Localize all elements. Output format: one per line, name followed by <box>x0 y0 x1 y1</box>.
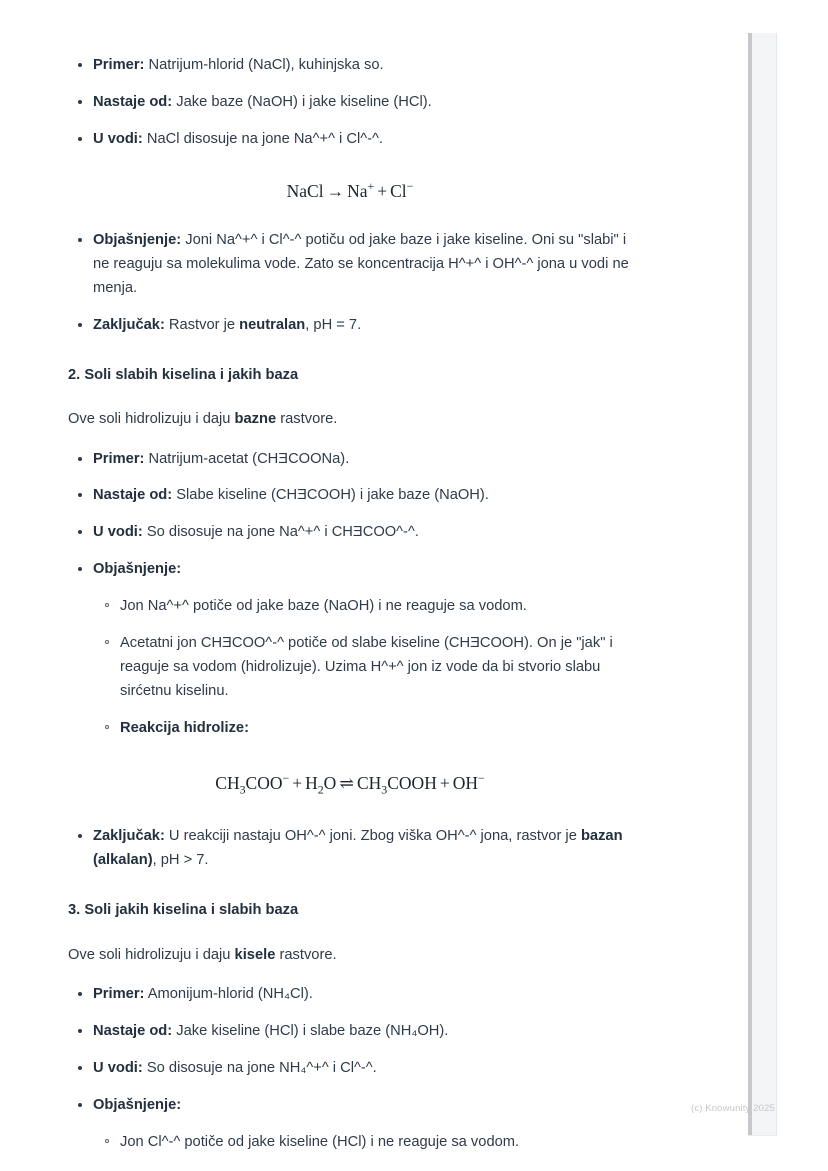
equation-term: CH <box>356 772 382 793</box>
bullet-list-conclusion-basic <box>0 825 700 873</box>
list-item <box>93 91 638 115</box>
list-item <box>93 128 638 152</box>
list-item-text: Rastvor je <box>164 316 240 333</box>
section-heading-2: 2. Soli slabih kiselina i jakih baza <box>68 366 299 383</box>
equation-arrow: → <box>326 180 345 201</box>
list-item-text: Jake baze (NaOH) i jake kiseline (HCl). <box>172 93 432 110</box>
list-item-text: Slabe kiseline (CHƎCOOH) i jake baze (NaOH). <box>172 487 489 504</box>
list-item-emphasis: bazan (alkalan) <box>93 828 623 869</box>
paragraph-lead: Ove soli hidrolizuju i daju <box>68 411 235 428</box>
list-item <box>93 1094 638 1155</box>
list-item-label: Nastaje od: <box>93 1023 173 1040</box>
paragraph-tail: rastvore. <box>276 411 338 428</box>
equation-plus: + <box>439 772 450 793</box>
list-item <box>93 54 638 78</box>
paragraph-lead: Ove soli hidrolizuju i daju <box>68 946 235 963</box>
equation-subscript: 3 <box>239 782 246 797</box>
list-item <box>93 1020 638 1044</box>
list-item-label: U vodi: <box>93 130 143 147</box>
list-item-text: So disosuje na jone Na^+^ i CHƎCOO^-^. <box>142 524 419 541</box>
list-item-label: Zaključak: <box>93 828 165 845</box>
list-item-text: Natrijum-hlorid (NaCl), kuhinjska so. <box>144 57 384 73</box>
list-item <box>93 484 638 508</box>
list-item-label: Zaključak: <box>93 316 165 333</box>
bullet-list-explanation-neutral <box>0 229 700 338</box>
sub-list-item: Jon Na^+^ potiče od jake baze (NaOH) i ne reaguje sa vodom. <box>120 595 638 619</box>
list-item-tail: , pH > 7. <box>152 852 209 869</box>
equation-charge: + <box>367 178 375 193</box>
equation-term: O <box>323 772 337 793</box>
list-item-text: NaCl disosuje na jone Na^+^ i Cl^-^. <box>142 130 384 147</box>
list-item-text: Amonijum-hlorid (NH₄Cl). <box>144 986 313 1003</box>
list-item-label: Primer: <box>93 986 145 1003</box>
paragraph-basic-solutions <box>68 408 638 432</box>
list-item <box>93 314 638 338</box>
equation-term: Na <box>347 180 368 201</box>
equation-charge: − <box>282 771 290 786</box>
section-heading-3: 3. Soli jakih kiselina i slabih baza <box>68 902 299 919</box>
sub-bullet-list <box>93 1131 638 1155</box>
equation-term: H <box>305 772 318 793</box>
list-item-label: Primer: <box>93 57 145 73</box>
list-item-text: Joni Na^+^ i Cl^-^ potiču od jake baze i jake kiseline. Oni su "slabi" i ne reaguju sa molekulima vode. Zato se koncentracija H^+^ i OH^-^ jona u vodi ne menja. <box>93 231 629 296</box>
equation-plus: + <box>377 180 388 201</box>
equation-plus: + <box>292 772 303 793</box>
equation-acetate-hydrolysis <box>0 771 700 797</box>
list-item-label: Primer: <box>93 450 145 467</box>
bullet-list-ammonium-chloride <box>0 983 700 1155</box>
equation-subscript: 3 <box>381 782 388 797</box>
equation-equilibrium-arrow: ⇌ <box>339 772 354 793</box>
paragraph-tail: rastvore. <box>275 946 337 963</box>
list-item <box>93 521 638 545</box>
equation-term: CH <box>215 772 240 793</box>
list-item-tail: , pH = 7. <box>305 316 362 333</box>
list-item <box>93 983 638 1007</box>
equation-term: OH <box>452 772 478 793</box>
paragraph-emphasis: kisele <box>234 946 276 963</box>
equation-term: COOH <box>387 772 437 793</box>
equation-term: COO <box>245 772 283 793</box>
list-item-emphasis: neutralan <box>239 316 306 333</box>
equation-nacl-dissociation <box>0 179 700 202</box>
equation-subscript: 2 <box>317 782 324 797</box>
list-item-label: Nastaje od: <box>93 487 173 504</box>
copyright-watermark: (c) Knowunity 2025 <box>691 1103 775 1114</box>
list-item-text: Natrijum-acetat (CHƎCOONa). <box>144 450 350 467</box>
sub-bullet-list <box>93 595 638 741</box>
list-item <box>93 1057 638 1081</box>
bullet-list-salt-strong-strong <box>0 54 700 152</box>
list-item <box>93 448 638 472</box>
list-item <box>93 558 638 741</box>
sub-list-item: Jon Cl^-^ potiče od jake kiseline (HCl) i ne reaguje sa vodom. <box>120 1131 638 1155</box>
scrollbar-thumb[interactable] <box>748 33 752 1135</box>
equation-charge: − <box>478 771 485 786</box>
sub-list-item <box>120 717 638 741</box>
bullet-list-sodium-acetate <box>0 448 700 742</box>
sub-list-item-label: Reakcija hidrolize: <box>120 720 249 737</box>
list-item-text: U reakciji nastaju OH^-^ joni. Zbog viška OH^-^ jona, rastvor je <box>164 828 581 845</box>
equation-charge: − <box>406 178 414 193</box>
list-item-label: Objašnjenje: <box>93 1097 182 1114</box>
sub-list-item: Acetatni jon CHƎCOO^-^ potiče od slabe kiseline (CHƎCOOH). On je "jak" i reaguje sa vodom (hidrolizuje). Uzima H^+^ jon iz vode da bi stvorio slabu sirćetnu kiselinu. <box>120 632 638 704</box>
paragraph-acidic-solutions <box>68 944 638 968</box>
list-item-label: Nastaje od: <box>93 93 173 110</box>
equation-term: NaCl <box>286 180 324 201</box>
list-item-label: Objašnjenje: <box>93 231 182 248</box>
list-item-label: U vodi: <box>93 1060 143 1077</box>
list-item-text: So disosuje na jone NH₄^+^ i Cl^-^. <box>142 1060 377 1077</box>
list-item <box>93 825 638 873</box>
paragraph-emphasis: bazne <box>234 411 277 428</box>
list-item <box>93 229 638 301</box>
scrollbar-track[interactable] <box>748 33 777 1136</box>
list-item-label: Objašnjenje: <box>93 561 182 578</box>
list-item-text: Jake kiseline (HCl) i slabe baze (NH₄OH). <box>172 1023 449 1040</box>
equation-term: Cl <box>390 180 407 201</box>
list-item-label: U vodi: <box>93 524 143 541</box>
